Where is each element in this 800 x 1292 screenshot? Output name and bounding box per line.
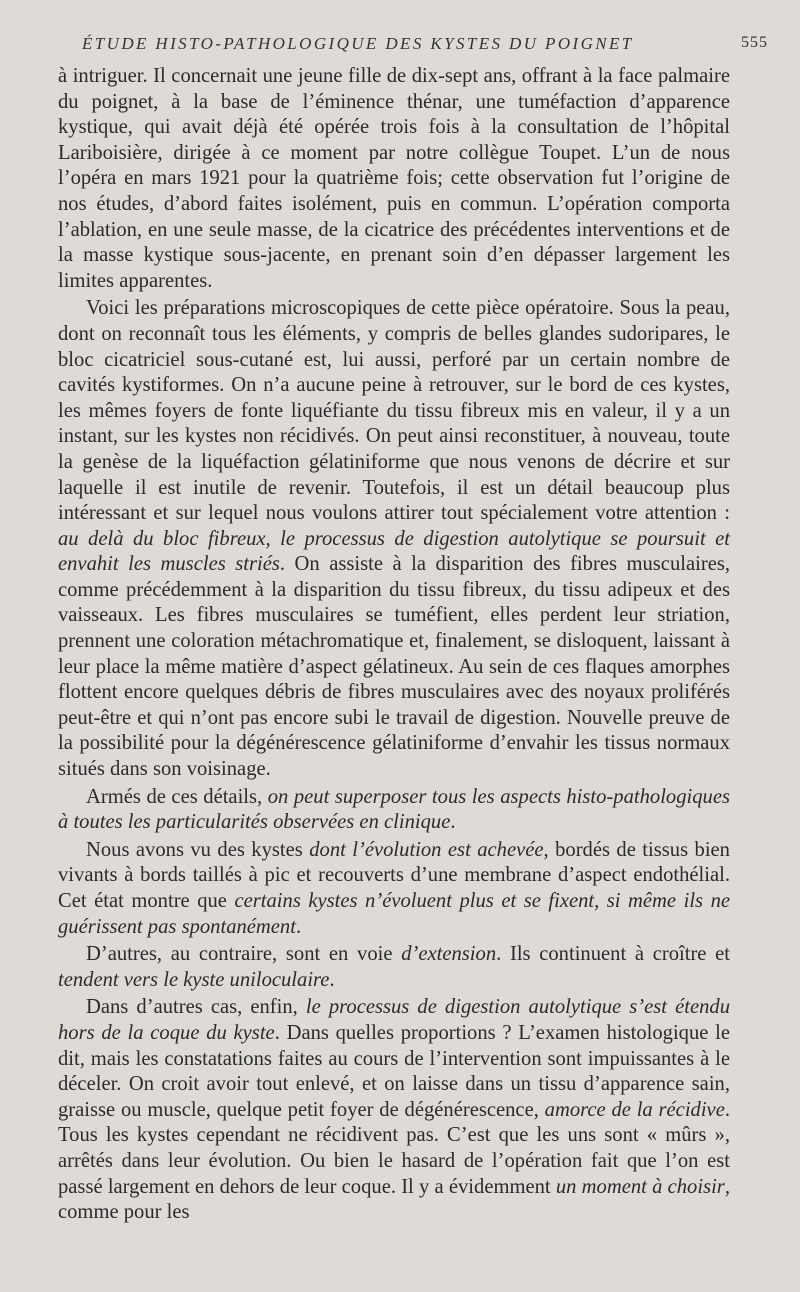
page-number: 555 — [741, 34, 768, 51]
paragraph-6-italic-b: amorce de la récidive — [544, 1098, 725, 1121]
paragraph-6-text-d: , comme pour les — [58, 1175, 730, 1224]
paragraph-2 — [58, 296, 730, 782]
paragraph-3 — [58, 785, 730, 836]
paragraph-5-italic-a: d’extension — [401, 943, 497, 966]
paragraph-6-text-c: . Tous les kystes cependant ne récidivent pas. C’est que les uns sont « mûrs », arrêtés dans leur évolution. Ou bien le hasard de l’opération fait que l’on est passé largement en dehors de leur coque. Il y a évidemment — [58, 1098, 730, 1198]
paragraph-6-italic-a: le processus de digestion autolytique s’est étendu hors de la coque du kyste — [58, 996, 730, 1044]
paragraph-2-italic: au delà du bloc fibreux, le processus de digestion autolytique se poursuit et envahit les muscles striés — [58, 527, 730, 576]
paragraph-2-text-a: Voici les préparations microscopiques de cette pièce opératoire. Sous la peau, dont on reconnaît tous les éléments, y compris de belles glandes sudoripares, le bloc cicatriciel sous-cutané est, lui aussi, perforé par un certain nombre de cavités kystiformes. On n’a aucune peine à retrouver, sur le bord de ces kystes, les mêmes foyers de fonte liquéfiante du tissu fibreux mis en valeur, il y a un instant, sur les kystes non récidivés. On peut ainsi reconstituer, à nouveau, toute la genèse de la liquéfaction gélatiniforme que nous venons de décrire et sur laquelle il est inutile de revenir. Toutefois, il est un détail beaucoup plus intéressant et sur lequel nous voulons attirer tout spécialement votre attention : — [58, 297, 730, 525]
paragraph-4-italic-b: certains kystes n’évoluent plus et se fixent, si même ils ne guérissent pas spontanément — [58, 890, 731, 938]
paragraph-6 — [58, 995, 730, 1225]
paragraph-4-italic-a: dont l’évolution est achevée — [309, 838, 544, 861]
paragraph-4-text-b: , bordés de tissus bien vivants à bords taillés à pic et recouverts d’une membrane d’aspect endothélial. Cet état montre que — [58, 838, 730, 912]
paragraph-5-text-a: D’autres, au contraire, sont en voie — [86, 943, 402, 966]
paragraph-2-text-b: . On assiste à la disparition des fibres musculaires, comme précédemment à la disparition du tissu fibreux, du tissu adipeux et des vaisseaux. Les fibres musculaires se tuméfient, elles perdent leur striation, prennent une coloration métachromatique et, finalement, se disloquent, laissant à leur place la même matière d’aspect gélatineux. Au sein de ces flaques amorphes flottent encore quelques débris de fibres musculaires avec des noyaux proliférés peut-être et qui n’ont pas encore subi le travail de digestion. Nouvelle preuve de la possibilité pour la dégénérescence gélatiniforme d’envahir les tissus normaux situés dans son voisinage. — [58, 553, 730, 781]
paragraph-5 — [58, 942, 730, 993]
paragraph-6-text-b: . Dans quelles proportions ? L’examen histologique le dit, mais les constatations faites au cours de l’intervention sont impuissantes à le déceler. On croit avoir tout enlevé, et on laisse dans un tissu d’apparence sain, graisse ou muscle, quelque petit foyer de dégénérescence, — [58, 1021, 731, 1121]
paragraph-5-text-b: . Ils continuent à croître et — [496, 943, 730, 966]
paragraph-5-italic-b: tendent vers le kyste uniloculaire — [58, 968, 330, 991]
paragraph-3-italic: on peut superposer tous les aspects histo-pathologiques à toutes les particularités observées en clinique — [58, 785, 730, 834]
paragraph-5-text-c: . — [329, 968, 335, 991]
paragraph-3-text-a: Armés de ces détails, — [86, 785, 268, 808]
paragraph-4-text-a: Nous avons vu des kystes — [86, 838, 310, 861]
paragraph-6-text-a: Dans d’autres cas, enfin, — [86, 996, 306, 1019]
paragraph-1 — [58, 64, 730, 294]
body-text — [58, 64, 730, 1226]
paragraph-4 — [58, 838, 730, 940]
paragraph-6-italic-c: un moment à choisir — [555, 1175, 725, 1198]
paragraph-3-text-b: . — [450, 811, 456, 834]
paragraph-4-text-c: . — [295, 915, 302, 938]
running-title: ÉTUDE HISTO-PATHOLOGIQUE DES KYSTES DU POIGNET — [82, 34, 634, 53]
paragraph-1-text: à intriguer. Il concernait une jeune fille de dix-sept ans, offrant à la face palmaire du poignet, à la base de l’éminence thénar, une tuméfaction d’apparence kystique, qui avait déjà été opérée trois fois à la consultation de l’hôpital Lariboisière, dirigée à ce moment par notre collègue Toupet. L’un de nous l’opéra en mars 1921 pour la quatrième fois; cette observation fut l’origine de nos études, d’abord faites isolément, puis en commun. L’opération comporta l’ablation, en une seule masse, de la cicatrice des précédentes interventions et de la masse kystique sous-jacente, en prenant soin d’en dépasser largement les limites apparentes. — [58, 65, 730, 292]
running-head — [58, 22, 768, 58]
